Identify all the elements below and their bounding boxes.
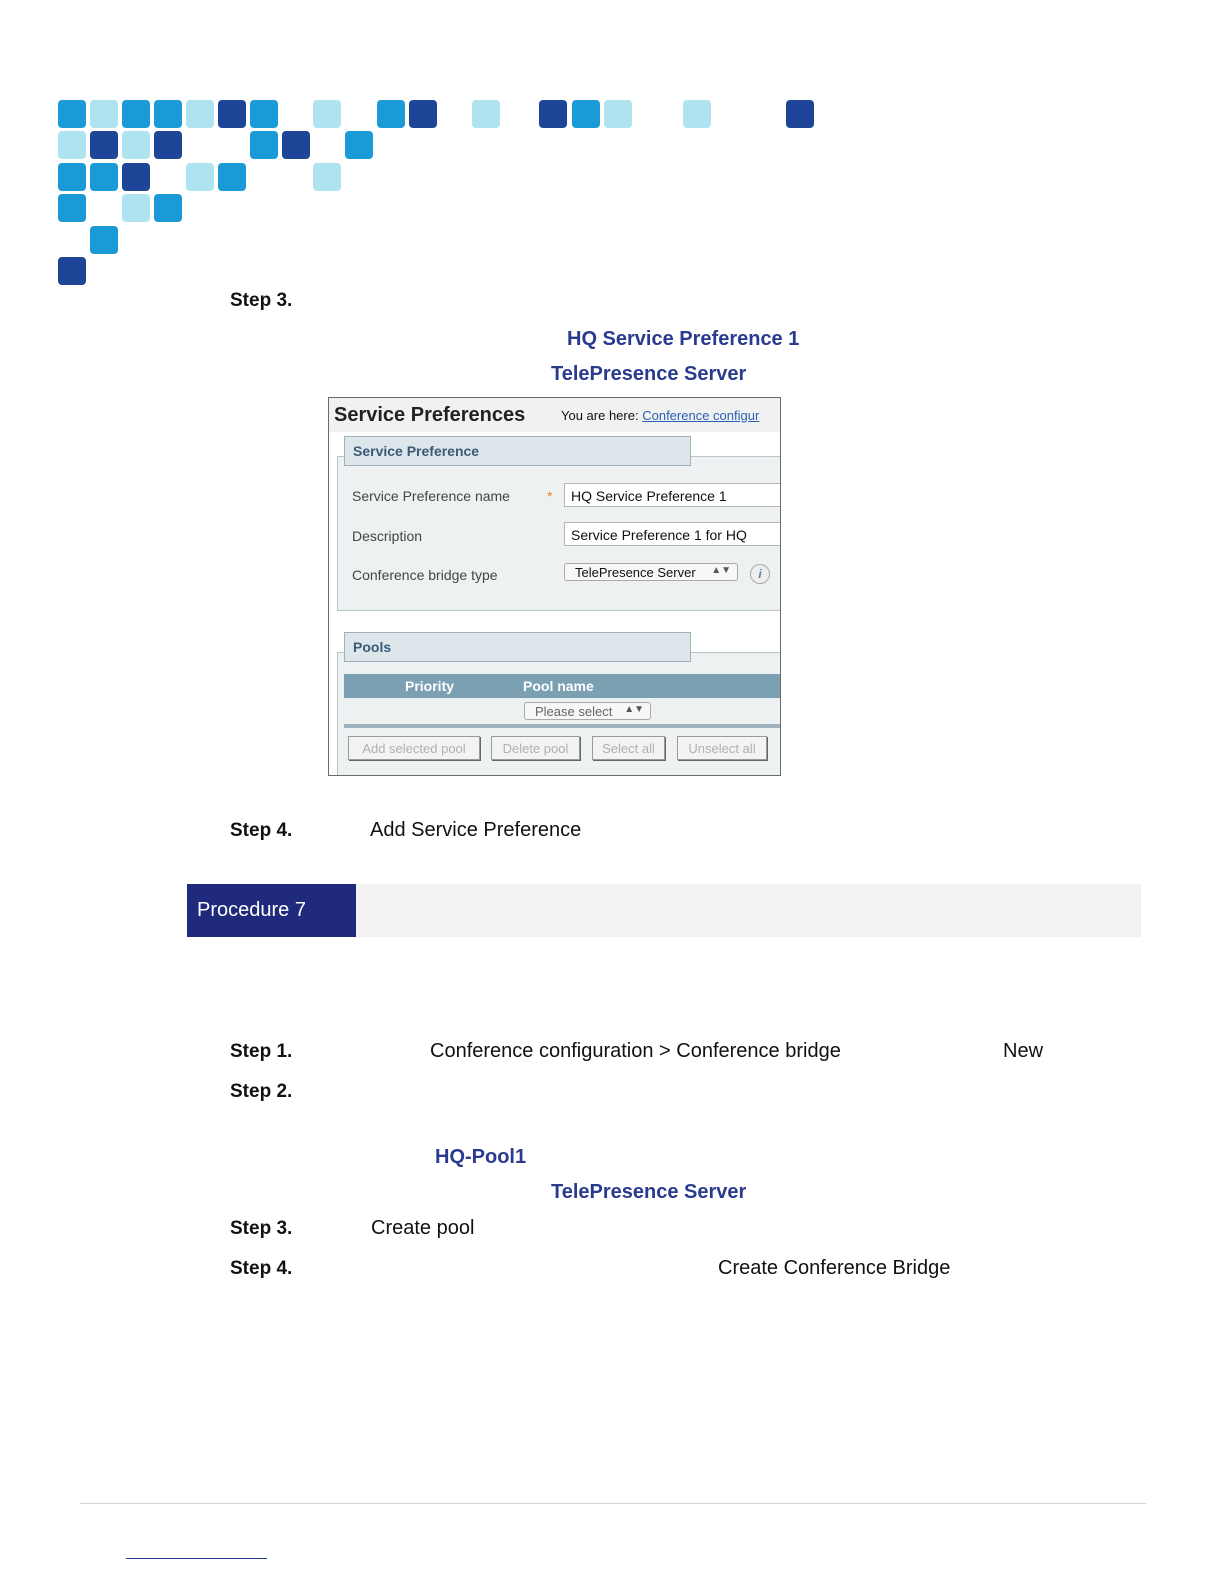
description-input[interactable]: Service Preference 1 for HQ — [564, 522, 781, 546]
mosaic-tile — [377, 100, 405, 128]
service-preferences-screenshot — [328, 397, 781, 776]
info-icon[interactable]: i — [750, 564, 770, 584]
section-tab-pools — [344, 632, 691, 662]
mosaic-tile — [58, 194, 86, 222]
step-4-label: Step 4. — [230, 820, 293, 841]
step-4-label: Step 4. — [230, 1258, 293, 1279]
pool-select-value: Please select — [535, 704, 613, 719]
mosaic-tile — [90, 226, 118, 254]
field-label-description: Description — [352, 528, 423, 544]
mosaic-tile — [250, 131, 278, 159]
mosaic-tile — [154, 100, 182, 128]
value-highlight: TelePresence Server — [551, 1181, 747, 1203]
mosaic-tile — [539, 100, 567, 128]
select-arrows-icon: ▲▼ — [624, 704, 644, 715]
field-label-name: Service Preference name — [352, 488, 510, 504]
value-highlight: HQ-Pool1 — [435, 1146, 527, 1168]
mosaic-tile — [472, 100, 500, 128]
step-1-new: New — [1003, 1040, 1044, 1062]
mosaic-tile — [154, 194, 182, 222]
unselect-all-button[interactable]: Unselect all — [677, 736, 767, 760]
mosaic-tile — [58, 163, 86, 191]
mosaic-tile — [58, 257, 86, 285]
mosaic-tile — [186, 100, 214, 128]
mosaic-tile — [572, 100, 600, 128]
procedure-label: Procedure 7 — [187, 884, 356, 937]
section-label: Pools — [353, 639, 392, 655]
breadcrumb — [561, 408, 759, 423]
mosaic-tile — [154, 131, 182, 159]
bridge-type-value: TelePresence Server — [575, 565, 696, 580]
pool-grid-header — [344, 674, 781, 698]
step-1-label: Step 1. — [230, 1041, 293, 1062]
select-all-button[interactable]: Select all — [592, 736, 665, 760]
page-title: Service Preferences — [334, 404, 526, 426]
mosaic-tile — [604, 100, 632, 128]
mosaic-tile — [122, 194, 150, 222]
select-arrows-icon: ▲▼ — [711, 565, 731, 576]
step-2-label: Step 2. — [230, 1081, 293, 1102]
field-label-bridge-type: Conference bridge type — [352, 567, 498, 583]
mosaic-tile — [313, 163, 341, 191]
breadcrumb-prefix: You are here: — [561, 408, 639, 423]
mosaic-tile — [58, 100, 86, 128]
mosaic-tile — [122, 131, 150, 159]
mosaic-tile — [58, 131, 86, 159]
pool-select[interactable] — [524, 702, 651, 720]
column-header-priority: Priority — [405, 678, 455, 694]
step-3-text: Create pool — [371, 1217, 475, 1239]
value-highlight: TelePresence Server — [551, 363, 747, 385]
step-1-menu-path: Conference configuration > Conference bridge — [430, 1040, 841, 1062]
mosaic-tile — [90, 100, 118, 128]
mosaic-tile — [786, 100, 814, 128]
mosaic-tile — [683, 100, 711, 128]
required-mark: * — [547, 488, 553, 504]
mosaic-tile — [90, 131, 118, 159]
breadcrumb-link[interactable]: Conference configur — [642, 408, 760, 423]
mosaic-tile — [122, 163, 150, 191]
step-3-label: Step 3. — [230, 290, 293, 311]
value-highlight: HQ Service Preference 1 — [567, 328, 800, 350]
section-tab-service-preference — [344, 436, 691, 466]
mosaic-tile — [409, 100, 437, 128]
mosaic-tile — [218, 100, 246, 128]
mosaic-tile — [218, 163, 246, 191]
mosaic-tile — [250, 100, 278, 128]
mosaic-tile — [90, 163, 118, 191]
mosaic-tile — [345, 131, 373, 159]
section-label: Service Preference — [353, 443, 480, 459]
service-preference-name-input[interactable]: HQ Service Preference 1 — [564, 483, 781, 507]
step-3-label: Step 3. — [230, 1218, 293, 1239]
add-selected-pool-button[interactable]: Add selected pool — [348, 736, 480, 760]
footer-divider — [80, 1503, 1146, 1504]
mosaic-tile — [186, 163, 214, 191]
grid-footer-bar — [344, 724, 781, 728]
footer-accent-line — [126, 1558, 267, 1559]
mosaic-tile — [282, 131, 310, 159]
step-4-text: Add Service Preference — [370, 819, 582, 841]
mosaic-tile — [313, 100, 341, 128]
delete-pool-button[interactable]: Delete pool — [491, 736, 580, 760]
column-header-pool-name: Pool name — [523, 678, 594, 694]
step-4-text: Create Conference Bridge — [718, 1257, 951, 1279]
mosaic-tile — [122, 100, 150, 128]
bridge-type-select[interactable] — [564, 563, 738, 581]
